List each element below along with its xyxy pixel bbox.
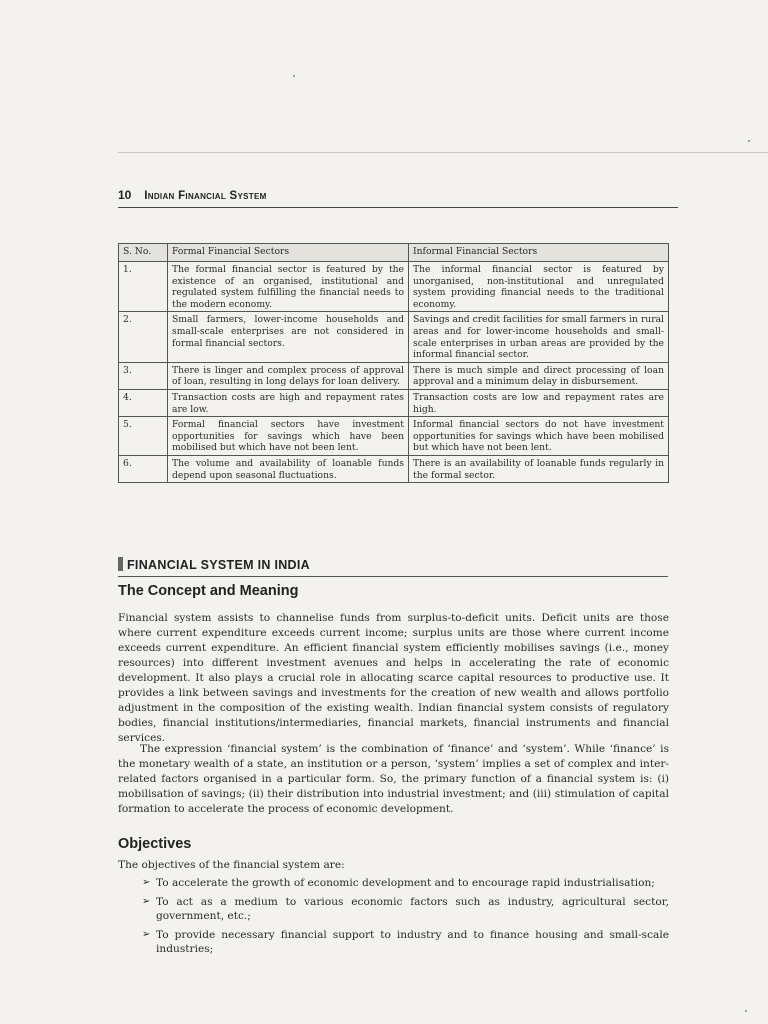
informal-cell: There is much simple and direct processing of loan approval and a minimum delay in disbursement. <box>409 362 669 389</box>
running-title: Indian Financial System <box>144 190 267 202</box>
informal-cell: There is an availability of loanable funds regularly in the formal sector. <box>409 455 669 482</box>
row-number: 3. <box>119 362 168 389</box>
informal-cell: Savings and credit facilities for small farmers in rural areas and for lower-income households and small-scale enterprises in urban areas are provided by the informal financial sector. <box>409 312 669 362</box>
scan-speck <box>748 140 750 142</box>
heading-bar-marker <box>118 557 123 571</box>
section-heading <box>118 557 669 572</box>
formal-cell: There is linger and complex process of approval of loan, resulting in long delays for loan delivery. <box>168 362 409 389</box>
formal-cell: Formal financial sectors have investment opportunities for savings which have been mobilised but which have not been lent. <box>168 417 409 456</box>
scan-top-rule <box>118 152 768 153</box>
list-item <box>118 895 669 923</box>
running-header <box>118 188 678 202</box>
column-header-sno: S. No. <box>119 244 168 262</box>
informal-cell: Informal financial sectors do not have investment opportunities for savings which have been mobilised but which have not been lent. <box>409 417 669 456</box>
row-number: 2. <box>119 312 168 362</box>
concept-paragraph-1: Financial system assists to channelise funds from surplus-to-deficit units. Deficit units are those where current expenditure exceeds current income; surplus units are those where current income exceeds current expenditure. An efficient financial system efficiently mobilises savings (i.e., money resources) into different investment avenues and helps in accelerating the rate of economic development. It also plays a crucial role in allocating scarce capital resources to productive use. It provides a link between savings and investments for the creation of new wealth and allows portfolio adjustment in the composition of the existing wealth. Indian financial system consists of regulatory bodies, financial institutions/intermediaries, financial markets, financial instruments and financial services. <box>118 612 669 744</box>
list-item <box>118 876 669 890</box>
table-row <box>119 417 669 456</box>
table-row <box>119 362 669 389</box>
objectives-heading: Objectives <box>118 836 192 852</box>
formal-cell: Transaction costs are high and repayment rates are low. <box>168 389 409 416</box>
list-item <box>118 928 669 956</box>
formal-cell: The volume and availability of loanable funds depend upon seasonal fluctuations. <box>168 455 409 482</box>
list-item-text: To accelerate the growth of economic development and to encourage rapid industrialisation; <box>156 877 655 889</box>
comparison-table <box>118 243 669 483</box>
row-number: 1. <box>119 262 168 312</box>
list-item-text: To act as a medium to various economic factors such as industry, agricultural sector, government, etc.; <box>156 896 669 922</box>
scan-speck <box>293 75 295 77</box>
header-rule <box>118 207 678 208</box>
objectives-list <box>118 876 669 961</box>
concept-paragraph-2: The expression ‘financial system’ is the combination of ‘finance’ and ‘system’. While ‘finance’ is the monetary wealth of a state, an institution or a person, ‘system’ implies a set of complex and inter-related factors organised in a particular form. So, the primary function of a financial system is: (i) mobilisation of savings; (ii) their distribution into industrial investment; and (iii) stimulation of capital formation to accelerate the process of economic development. <box>118 743 669 815</box>
table-header-row <box>119 244 669 262</box>
arrow-bullet-icon: ➢ <box>142 929 151 940</box>
table-row <box>119 262 669 312</box>
informal-cell: The informal financial sector is featured by unorganised, non-institutional and unregulated system providing financial needs to the traditional economy. <box>409 262 669 312</box>
informal-cell: Transaction costs are low and repayment rates are high. <box>409 389 669 416</box>
table-row <box>119 312 669 362</box>
list-item-text: To provide necessary financial support to industry and to finance housing and small-scale industries; <box>156 929 669 955</box>
table-row <box>119 389 669 416</box>
table-row <box>119 455 669 482</box>
column-header-informal: Informal Financial Sectors <box>409 244 669 262</box>
row-number: 5. <box>119 417 168 456</box>
formal-cell: The formal financial sector is featured by the existence of an organised, institutional and regulated system fulfilling the financial needs to the modern economy. <box>168 262 409 312</box>
row-number: 4. <box>119 389 168 416</box>
row-number: 6. <box>119 455 168 482</box>
scan-speck <box>745 1010 747 1012</box>
section-heading-text: FINANCIAL SYSTEM IN INDIA <box>127 558 310 572</box>
concept-heading: The Concept and Meaning <box>118 583 299 599</box>
arrow-bullet-icon: ➢ <box>142 877 151 888</box>
page-number: 10 <box>118 188 132 202</box>
section-rule <box>118 576 668 577</box>
formal-cell: Small farmers, lower-income households and small-scale enterprises are not considered in formal financial sectors. <box>168 312 409 362</box>
column-header-formal: Formal Financial Sectors <box>168 244 409 262</box>
objectives-intro: The objectives of the financial system are: <box>118 859 345 871</box>
arrow-bullet-icon: ➢ <box>142 896 151 907</box>
